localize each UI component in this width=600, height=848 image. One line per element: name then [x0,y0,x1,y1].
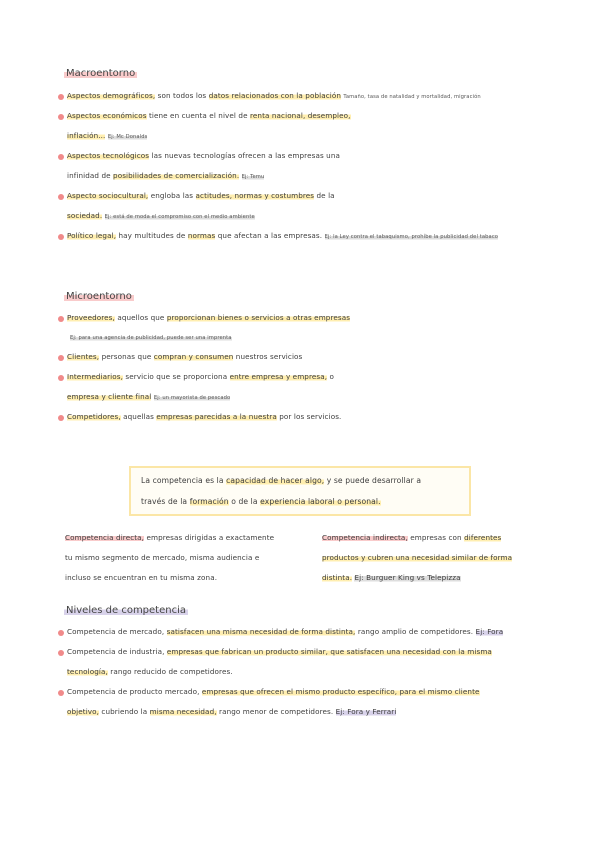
micro-proveedores: Proveedores, aquellos que proporcionan bienes o servicios a otras empresas [67,313,351,322]
nivel-industria: Competencia de industria, empresas que fabrican un producto similar, que satisfacen una necesidad con la misma [67,647,492,656]
bullet-dot [58,114,64,120]
competencia-directa-line2: tu mismo segmento de mercado, misma audiencia e [65,553,260,562]
micro-proveedores-note: Ej: para una agencia de publicidad, puede ser una imprenta [70,335,232,341]
bullet-dot [58,650,64,656]
micro-clientes: Clientes, personas que compran y consumen nuestros servicios [67,352,303,361]
bullet-dot [58,194,64,200]
competencia-indirecta-line2: productos y cubren una necesidad similar de forma [322,553,513,562]
box-line2: través de la formación o de la experiencia laboral o personal. [141,497,381,506]
macro-demografico: Aspectos demográficos, son todos los datos relacionados con la población Tamaño, tasa de natalidad y mortalidad, migración [67,91,481,100]
nivel-producto: Competencia de producto mercado, empresas que ofrecen el mismo producto específico, para el mismo cliente [67,687,480,696]
bullet-dot [58,154,64,160]
nivel-producto-line2: objetivo, cubriendo la misma necesidad, rango menor de competidores. Ej: Fora y Ferrari [67,707,397,716]
bullet-dot [58,316,64,322]
micro-intermediarios-line2: empresa y cliente final Ej: un mayorista de pescado [67,392,231,401]
nivel-industria-line2: tecnología, rango reducido de competidores. [67,667,233,676]
levels-title: Niveles de competencia [66,605,186,616]
macro-tecnologico-line2: infinidad de posibilidades de comercialización. Ej: Temu [67,171,265,180]
macro-economico: Aspectos económicos tiene en cuenta el nivel de renta nacional, desempleo, [67,111,351,120]
bullet-dot [58,690,64,696]
bullet-dot [58,630,64,636]
competencia-indirecta: Competencia indirecta, empresas con diferentes [322,533,502,542]
competencia-indirecta-line3: distinta. Ej: Burguer King vs Telepizza [322,573,461,582]
macro-title: Macroentorno [66,68,136,79]
competencia-directa-line3: incluso se encuentran en tu misma zona. [65,573,218,582]
micro-title: Microentorno [66,291,132,302]
macro-tecnologico: Aspectos tecnológicos las nuevas tecnologías ofrecen a las empresas una [67,151,340,160]
competencia-directa: Competencia directa, empresas dirigidas a exactamente [65,533,275,542]
bullet-dot [58,94,64,100]
micro-competidores: Competidores, aquellas empresas parecidas a la nuestra por los servicios. [67,412,342,421]
macro-economico-line2: inflación... Ej: Mc Donalds [67,131,148,140]
macro-politico: Político legal, hay multitudes de normas que afectan a las empresas. Ej: la Ley contra el tabaquismo, prohíbe la publicidad del tabaco [67,231,499,240]
nivel-mercado: Competencia de mercado, satisfacen una misma necesidad de forma distinta, rango amplio de competidores. Ej: Fora [67,627,504,636]
box-line1: La competencia es la capacidad de hacer algo, y se puede desarrollar a [141,476,422,485]
bullet-dot [58,375,64,381]
macro-sociocultural: Aspecto sociocultural, engloba las actitudes, normas y costumbres de la [67,191,335,200]
macro-sociocultural-line2: sociedad. Ej: está de moda el compromiso con el medio ambiente [67,211,255,220]
bullet-dot [58,355,64,361]
competencia-definition-box [129,466,471,516]
micro-intermediarios: Intermediarios, servicio que se proporciona entre empresa y empresa, o [67,372,335,381]
bullet-dot [58,234,64,240]
bullet-dot [58,415,64,421]
